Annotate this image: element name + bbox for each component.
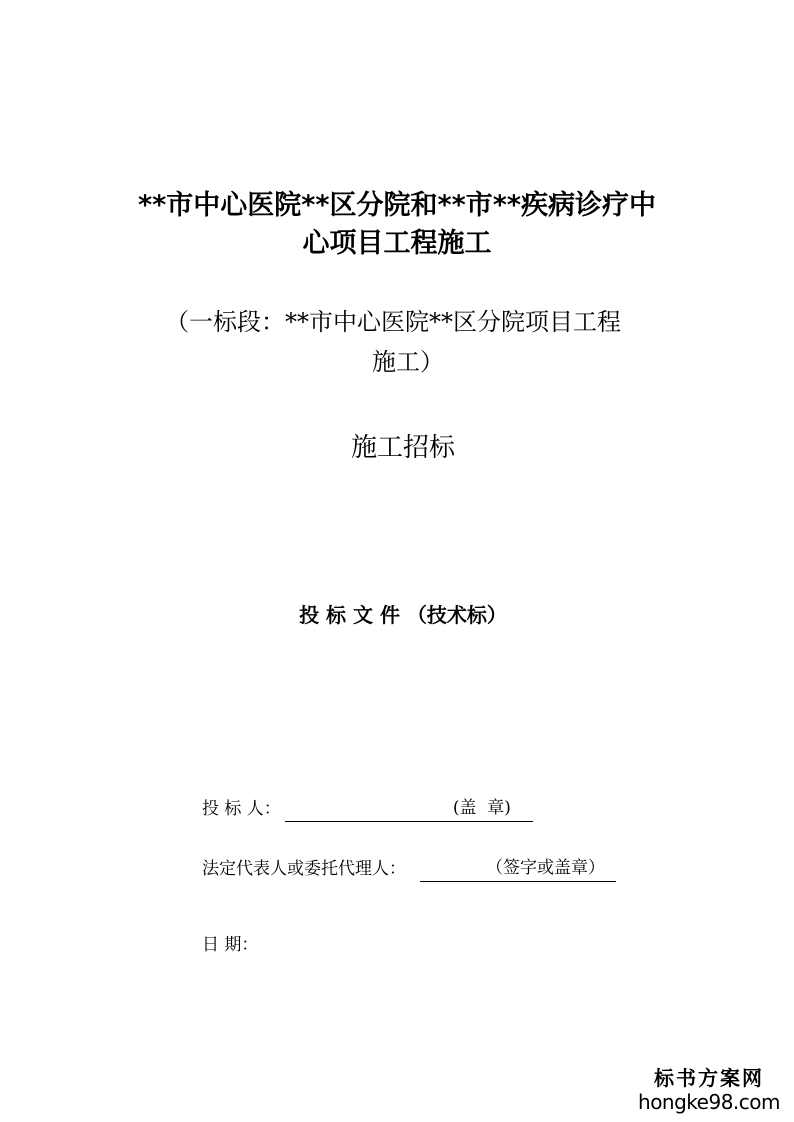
bidder-field: [202, 796, 533, 822]
representative-field: [202, 856, 616, 882]
document-title-line-2: 心项目工程施工: [302, 228, 492, 259]
date-label: 日 期：: [202, 935, 259, 955]
bidder-seal-note: (盖 章): [452, 798, 511, 818]
bidder-label: 投 标 人：: [202, 799, 281, 819]
watermark-url: hongke98.com: [638, 1090, 780, 1114]
watermark-cn: 标书方案网: [654, 1066, 764, 1090]
representative-label: 法定代表人或委托代理人：: [202, 859, 406, 879]
representative-signature-line: [420, 859, 616, 882]
site-watermark: [638, 1066, 780, 1114]
subtitle-line-2: 施工）: [372, 348, 444, 376]
bid-document-title: 投 标 文 件 （技术标）: [299, 603, 507, 627]
subtitle-line-1: （一标段：**市中心医院**区分院项目工程: [165, 308, 621, 336]
bidder-signature-line: [285, 799, 533, 822]
document-type: 施工招标: [350, 433, 455, 463]
representative-sign-note: （签字或盖章）: [486, 858, 605, 878]
document-title-line-1: **市中心医院**区分院和**市**疾病诊疗中: [138, 190, 656, 221]
date-field: [202, 932, 258, 958]
